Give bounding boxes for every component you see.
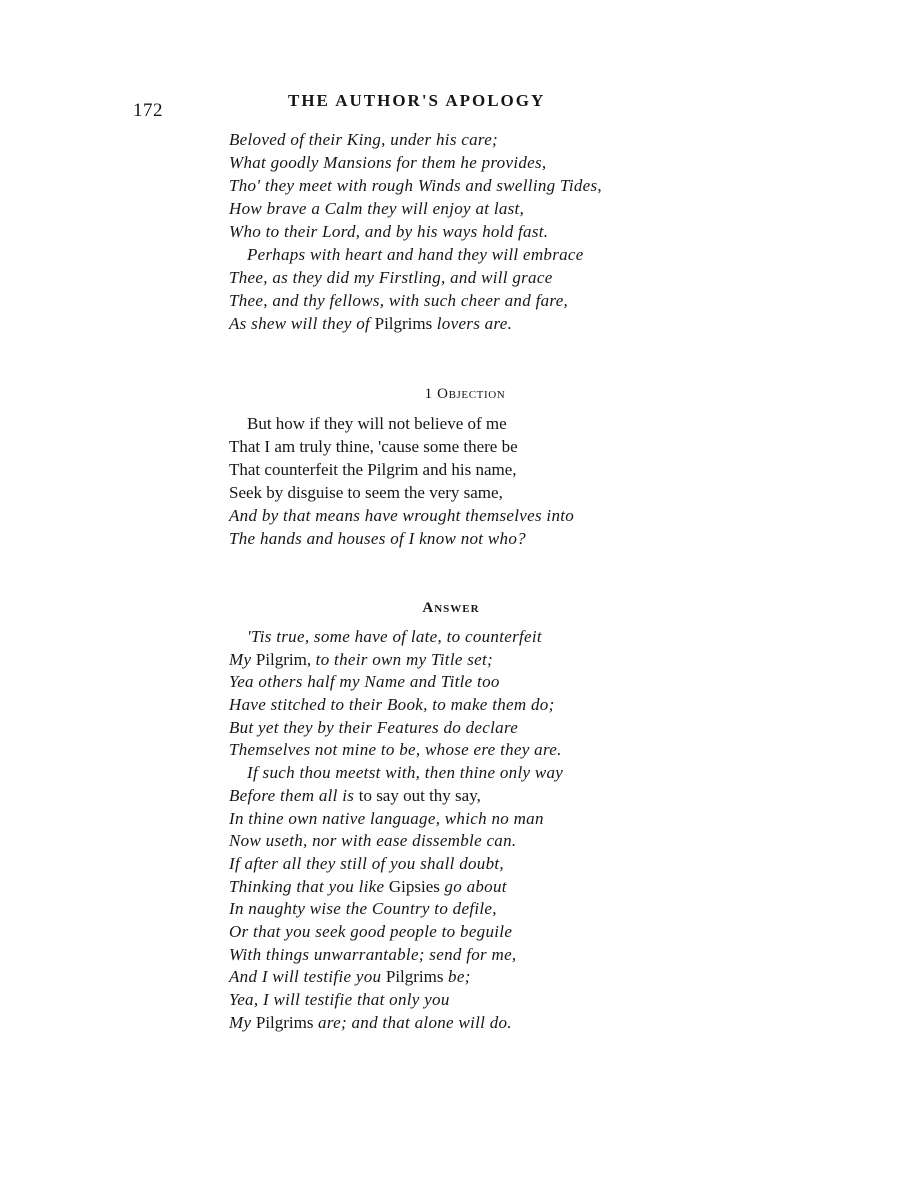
verse-line bbox=[229, 481, 749, 504]
verse-line bbox=[229, 739, 749, 762]
verse-text: Themselves not mine to be, whose ere they are. bbox=[229, 740, 562, 760]
verse-text: How brave a Calm they will enjoy at last, bbox=[229, 199, 525, 218]
verse-text: But how if they will not believe of me bbox=[247, 414, 507, 433]
verse-line bbox=[229, 174, 749, 197]
verse-text: Thinking that you like bbox=[229, 876, 389, 896]
verse-text: Before them all is bbox=[229, 785, 359, 805]
stanza-3 bbox=[229, 626, 749, 1034]
verse-text: My bbox=[229, 649, 256, 669]
verse-line bbox=[229, 128, 749, 151]
verse-text: What goodly Mansions for them he provides, bbox=[229, 153, 547, 172]
verse-line bbox=[229, 243, 749, 266]
verse-line bbox=[229, 694, 749, 717]
verse-line bbox=[229, 717, 749, 740]
verse-text: If after all they still of you shall doubt, bbox=[229, 853, 504, 873]
verse-text: Thee, and thy fellows, with such cheer and fare, bbox=[229, 291, 569, 310]
verse-line bbox=[229, 412, 749, 435]
verse-text: Tho' they meet with rough Winds and swelling Tides, bbox=[229, 176, 602, 195]
verse-line bbox=[229, 458, 749, 481]
verse-text: In naughty wise the Country to defile, bbox=[229, 899, 497, 919]
verse-line bbox=[229, 898, 749, 921]
verse-line bbox=[229, 921, 749, 944]
verse-line bbox=[229, 830, 749, 853]
objection-title: Objection bbox=[437, 386, 506, 402]
verse-text: Beloved of their King, under his care; bbox=[229, 130, 499, 149]
verse-text: Pilgrims bbox=[374, 314, 433, 333]
verse-line bbox=[229, 289, 749, 312]
verse-line bbox=[229, 266, 749, 289]
verse-line bbox=[229, 649, 749, 672]
verse-line bbox=[229, 876, 749, 899]
verse-text: As shew will they of bbox=[229, 314, 375, 333]
verse-text: With things unwarrantable; send for me, bbox=[229, 944, 517, 964]
verse-line bbox=[229, 220, 749, 243]
verse-text: Pilgrim, bbox=[255, 649, 312, 669]
verse-line bbox=[229, 808, 749, 831]
verse-text: The hands and houses of I know not who? bbox=[229, 529, 526, 548]
verse-text: lovers are. bbox=[432, 314, 513, 333]
verse-text: go about bbox=[439, 876, 507, 896]
verse-line bbox=[229, 197, 749, 220]
objection-number: 1 bbox=[424, 386, 433, 402]
verse-text: Yea others half my Name and Title too bbox=[229, 672, 500, 692]
verse-line bbox=[229, 626, 749, 649]
verse-text: Seek by disguise to seem the very same, bbox=[229, 483, 503, 502]
verse-text: Who to their Lord, and by his ways hold fast. bbox=[229, 222, 549, 241]
verse-text: But yet they by their Features do declare bbox=[229, 717, 519, 737]
verse-text: be; bbox=[443, 967, 471, 987]
verse-text: And by that means have wrought themselves into bbox=[229, 506, 575, 525]
verse-line bbox=[229, 989, 749, 1012]
verse-line bbox=[229, 435, 749, 458]
stanza-2 bbox=[229, 412, 749, 550]
verse-line bbox=[229, 151, 749, 174]
verse-line bbox=[229, 671, 749, 694]
verse-text: Now useth, nor with ease dissemble can. bbox=[229, 831, 517, 851]
verse-text: And I will testifie you bbox=[229, 967, 386, 987]
answer-heading: Answer bbox=[422, 600, 480, 616]
verse-text: My bbox=[229, 1012, 256, 1032]
running-head: THE AUTHOR'S APOLOGY bbox=[288, 91, 546, 110]
verse-text: Perhaps with heart and hand they will embrace bbox=[247, 245, 584, 264]
verse-text: to their own my Title set; bbox=[311, 649, 493, 669]
objection-heading bbox=[0, 386, 900, 403]
verse-line bbox=[229, 853, 749, 876]
stanza-1 bbox=[229, 128, 749, 335]
verse-text: 'Tis true, some have of late, to counterfeit bbox=[247, 627, 542, 646]
verse-text: Pilgrims bbox=[255, 1012, 314, 1032]
verse-line bbox=[229, 504, 749, 527]
verse-text: If such thou meetst with, then thine only way bbox=[247, 763, 564, 783]
verse-text: Thee, as they did my Firstling, and will grace bbox=[229, 268, 553, 287]
page-number: 172 bbox=[133, 100, 163, 121]
verse-text: Pilgrims bbox=[385, 967, 444, 987]
verse-text: That I am truly thine, 'cause some there be bbox=[229, 437, 518, 456]
verse-text: Or that you seek good people to beguile bbox=[229, 921, 513, 941]
verse-line bbox=[229, 966, 749, 989]
verse-text: to say out thy say, bbox=[358, 785, 481, 805]
verse-line bbox=[229, 1012, 749, 1035]
verse-text: In thine own native language, which no man bbox=[229, 808, 544, 828]
verse-text: Have stitched to their Book, to make them do; bbox=[229, 695, 555, 715]
verse-text: That counterfeit the Pilgrim and his name, bbox=[229, 460, 517, 479]
verse-text: are; and that alone will do. bbox=[313, 1012, 512, 1032]
verse-line bbox=[229, 762, 749, 785]
verse-line bbox=[229, 785, 749, 808]
verse-line bbox=[229, 312, 749, 335]
verse-text: Gipsies bbox=[388, 876, 440, 896]
verse-line bbox=[229, 944, 749, 967]
verse-line bbox=[229, 527, 749, 550]
verse-text: Yea, I will testifie that only you bbox=[229, 990, 450, 1009]
